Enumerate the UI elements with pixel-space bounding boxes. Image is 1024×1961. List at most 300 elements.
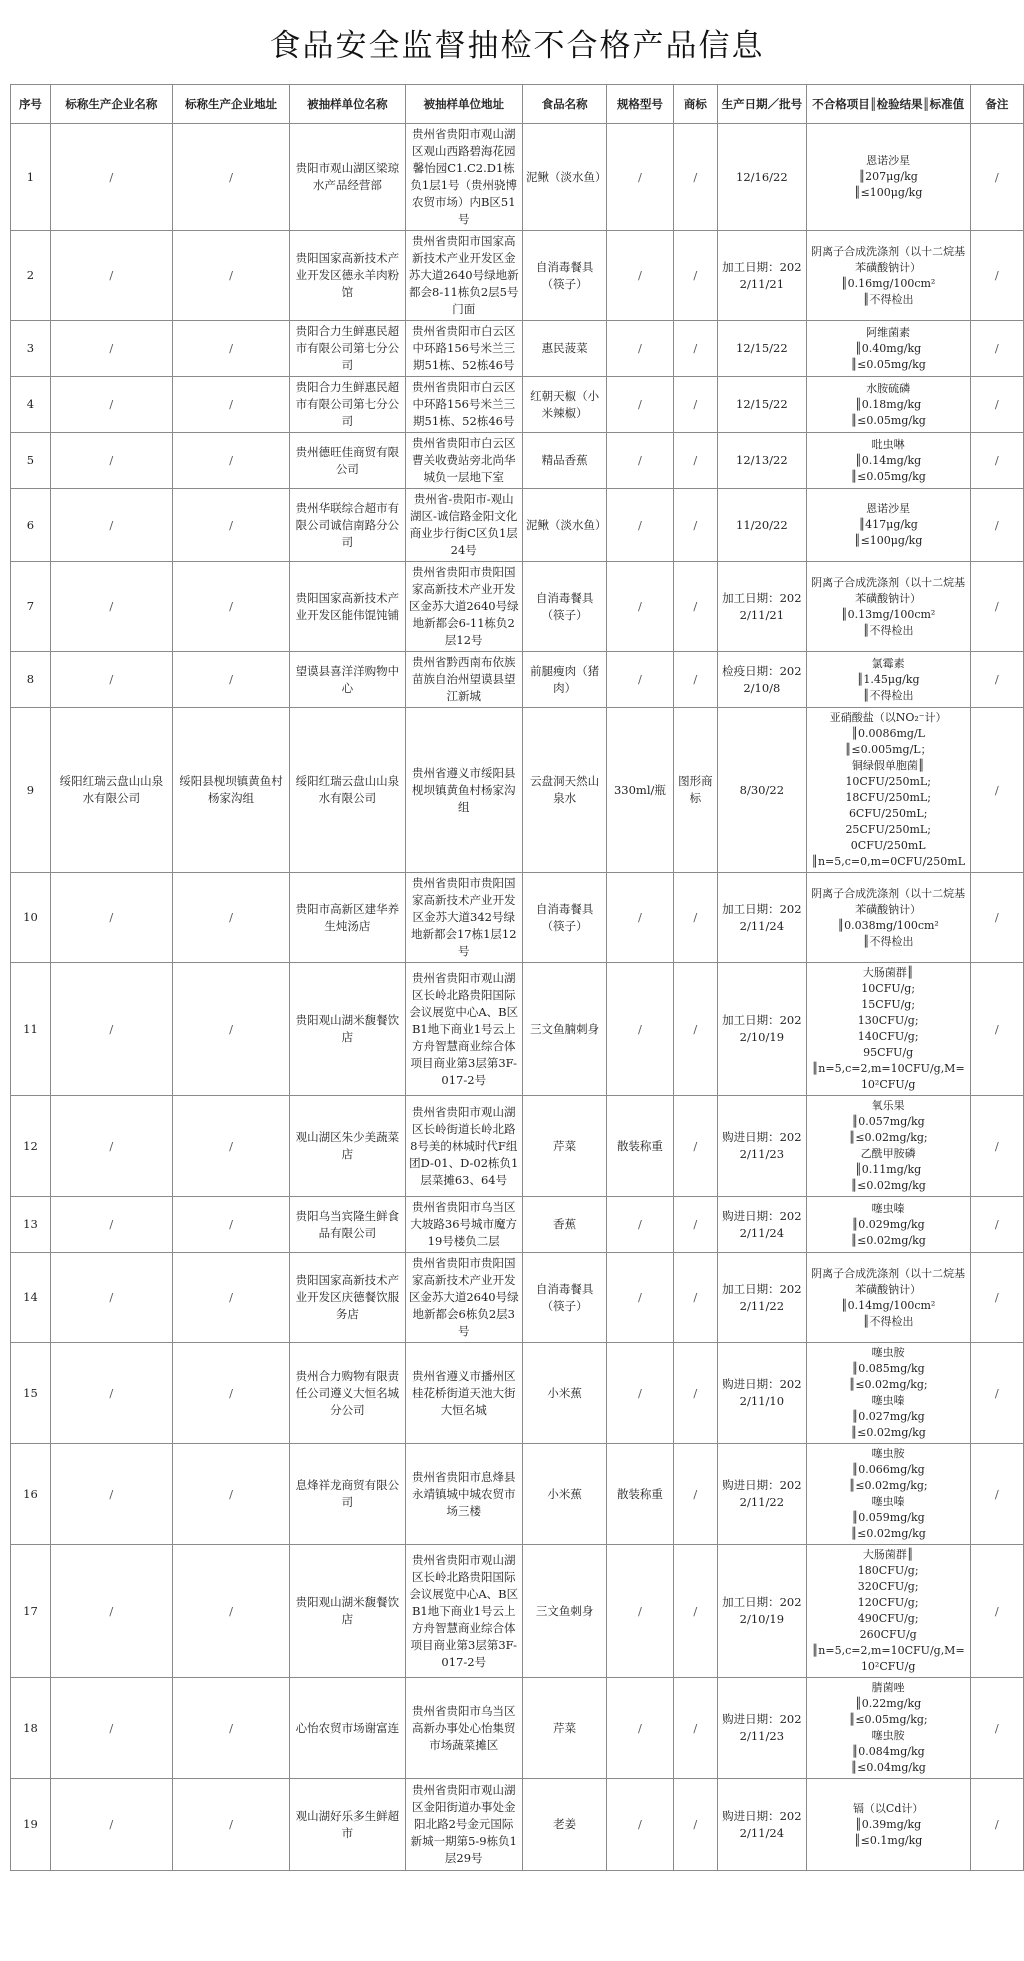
food-name: 芹菜 xyxy=(522,1096,606,1197)
sampled-unit-name: 绥阳红瑞云盘山山泉水有限公司 xyxy=(290,708,405,873)
production-date: 检疫日期：2022/10/8 xyxy=(718,652,807,708)
production-date: 加工日期：2022/11/21 xyxy=(718,562,807,652)
brand: 图形商标 xyxy=(673,708,717,873)
result-line: ║0.40mg/kg xyxy=(855,341,922,355)
production-date: 购进日期：2022/11/23 xyxy=(718,1096,807,1197)
result-line: 大肠菌群║ xyxy=(862,1548,914,1561)
test-result xyxy=(806,1197,970,1253)
production-date: 11/20/22 xyxy=(718,489,807,562)
result-line: ║0.038mg/100cm² xyxy=(837,918,939,932)
table-row xyxy=(11,1197,1024,1253)
result-line: ║≤0.02mg/kg xyxy=(850,1527,926,1540)
result-line: 180CFU/g; xyxy=(857,1564,919,1577)
row-number: 7 xyxy=(11,562,51,652)
brand: / xyxy=(673,433,717,489)
specification: / xyxy=(607,489,673,562)
sampled-unit-address: 贵州省贵阳市白云区曹关收费站旁北尚华城负一层地下室 xyxy=(405,433,522,489)
manufacturer-address: / xyxy=(172,433,289,489)
result-line: ║0.39mg/kg xyxy=(855,1817,922,1831)
result-line: ║不得检出 xyxy=(862,688,914,702)
manufacturer-address: / xyxy=(172,1678,289,1779)
result-line: 阴离子合成洗涤剂（以十二烷基苯磺酸钠计） xyxy=(811,575,966,605)
test-result xyxy=(806,1678,970,1779)
table-row xyxy=(11,433,1024,489)
result-line: ║0.14mg/kg xyxy=(855,453,922,467)
production-date: 购进日期：2022/11/24 xyxy=(718,1779,807,1871)
brand: / xyxy=(673,1779,717,1871)
sampled-unit-name: 贵州合力购物有限责任公司遵义大恒名城分公司 xyxy=(290,1343,405,1444)
brand: / xyxy=(673,1545,717,1678)
result-line: 亚硝酸盐（以NO₂⁻计） xyxy=(829,711,947,724)
manufacturer-address: / xyxy=(172,873,289,963)
result-line: 阴离子合成洗涤剂（以十二烷基苯磺酸钠计） xyxy=(811,886,966,916)
manufacturer-name: / xyxy=(50,433,172,489)
result-line: ║0.029mg/kg xyxy=(851,1217,925,1231)
production-date: 加工日期：2022/11/21 xyxy=(718,231,807,321)
result-line: ║≤100μg/kg xyxy=(853,186,923,199)
result-line: 140CFU/g; xyxy=(857,1030,919,1043)
manufacturer-name: / xyxy=(50,1343,172,1444)
test-result xyxy=(806,321,970,377)
result-line: ║≤0.02mg/kg xyxy=(850,1179,926,1192)
sampled-unit-name: 望谟县喜洋洋购物中心 xyxy=(290,652,405,708)
sampled-unit-address: 贵州省贵阳市贵阳国家高新技术产业开发区金苏大道342号绿地新都会17栋1层12号 xyxy=(405,873,522,963)
remarks: / xyxy=(970,124,1023,231)
production-date: 加工日期：2022/11/22 xyxy=(718,1253,807,1343)
column-header: 标称生产企业地址 xyxy=(172,85,289,124)
sampled-unit-name: 贵阳国家高新技术产业开发区能伟馄饨铺 xyxy=(290,562,405,652)
result-line: ║0.18mg/kg xyxy=(855,397,922,411)
specification: 散装称重 xyxy=(607,1444,673,1545)
manufacturer-name: / xyxy=(50,652,172,708)
result-line: 15CFU/g; xyxy=(861,998,916,1011)
result-line: ║0.085mg/kg xyxy=(851,1362,925,1375)
sampled-unit-name: 贵阳国家高新技术产业开发区德永羊肉粉馆 xyxy=(290,231,405,321)
result-line: ║≤0.02mg/kg; xyxy=(848,1378,928,1391)
food-name: 自消毒餐具（筷子） xyxy=(522,1253,606,1343)
column-header: 被抽样单位地址 xyxy=(405,85,522,124)
specification: / xyxy=(607,562,673,652)
result-line: ║0.16mg/100cm² xyxy=(841,276,936,290)
specification: / xyxy=(607,1545,673,1678)
brand: / xyxy=(673,489,717,562)
table-row xyxy=(11,1253,1024,1343)
row-number: 18 xyxy=(11,1678,51,1779)
manufacturer-name: / xyxy=(50,377,172,433)
row-number: 5 xyxy=(11,433,51,489)
sampled-unit-address: 贵州省贵阳市乌当区大坡路36号城市魔方19号楼负二层 xyxy=(405,1197,522,1253)
specification: / xyxy=(607,1779,673,1871)
food-name: 芹菜 xyxy=(522,1678,606,1779)
test-result xyxy=(806,708,970,873)
result-line: 乙酰甲胺磷 xyxy=(860,1147,916,1160)
sampled-unit-address: 贵州省贵阳市息烽县永靖镇城中城农贸市场三楼 xyxy=(405,1444,522,1545)
result-line: 95CFU/g xyxy=(863,1046,914,1059)
result-line: 恩诺沙星 xyxy=(866,502,911,515)
row-number: 10 xyxy=(11,873,51,963)
food-name: 云盘洞天然山泉水 xyxy=(522,708,606,873)
table-row xyxy=(11,652,1024,708)
remarks: / xyxy=(970,1343,1023,1444)
result-line: ║0.059mg/kg xyxy=(851,1511,925,1524)
sampled-unit-address: 贵州省贵阳市白云区中环路156号米兰三期51栋、52栋46号 xyxy=(405,377,522,433)
food-name: 自消毒餐具（筷子） xyxy=(522,873,606,963)
remarks: / xyxy=(970,489,1023,562)
result-line: 噻虫嗪 xyxy=(871,1495,905,1508)
test-result xyxy=(806,1545,970,1678)
remarks: / xyxy=(970,652,1023,708)
sampled-unit-address: 贵州省遵义市播州区桂花桥街道天池大街大恒名城 xyxy=(405,1343,522,1444)
production-date: 加工日期：2022/10/19 xyxy=(718,963,807,1096)
production-date: 购进日期：2022/11/10 xyxy=(718,1343,807,1444)
result-line: 氯霉素 xyxy=(871,656,905,670)
manufacturer-name: / xyxy=(50,1197,172,1253)
manufacturer-name: / xyxy=(50,489,172,562)
food-name: 惠民菠菜 xyxy=(522,321,606,377)
food-name: 三文鱼刺身 xyxy=(522,1545,606,1678)
column-header: 标称生产企业名称 xyxy=(50,85,172,124)
table-body xyxy=(11,124,1024,1871)
manufacturer-name: / xyxy=(50,562,172,652)
result-line: ║≤0.05mg/kg xyxy=(850,357,926,371)
result-line: 腈菌唑 xyxy=(871,1681,905,1694)
result-line: ║0.0086mg/L xyxy=(851,727,925,740)
test-result xyxy=(806,1253,970,1343)
result-line: ║≤0.05mg/kg xyxy=(850,469,926,483)
manufacturer-address: / xyxy=(172,652,289,708)
manufacturer-name: 绥阳红瑞云盘山山泉水有限公司 xyxy=(50,708,172,873)
specification: 330ml/瓶 xyxy=(607,708,673,873)
remarks: / xyxy=(970,963,1023,1096)
test-result xyxy=(806,231,970,321)
result-line: ║0.027mg/kg xyxy=(851,1410,925,1423)
sampled-unit-name: 息烽祥龙商贸有限公司 xyxy=(290,1444,405,1545)
sampled-unit-address: 贵州省贵阳市国家高新技术产业开发区金苏大道2640号绿地新都会8-11栋负2层5号门面 xyxy=(405,231,522,321)
manufacturer-address: / xyxy=(172,1197,289,1253)
remarks: / xyxy=(970,1678,1023,1779)
column-header: 生产日期／批号 xyxy=(718,85,807,124)
sampled-unit-address: 贵州省贵阳市白云区中环路156号米兰三期51栋、52栋46号 xyxy=(405,321,522,377)
sampled-unit-name: 贵阳市观山湖区梁琼水产品经营部 xyxy=(290,124,405,231)
specification: 散装称重 xyxy=(607,1096,673,1197)
manufacturer-name: / xyxy=(50,873,172,963)
result-line: ║0.14mg/100cm² xyxy=(841,1298,936,1312)
sampled-unit-name: 贵州华联综合超市有限公司诚信南路分公司 xyxy=(290,489,405,562)
result-line: 氧乐果 xyxy=(871,1099,905,1112)
specification: / xyxy=(607,963,673,1096)
remarks: / xyxy=(970,562,1023,652)
manufacturer-name: / xyxy=(50,963,172,1096)
table-row xyxy=(11,377,1024,433)
remarks: / xyxy=(970,1197,1023,1253)
brand: / xyxy=(673,873,717,963)
remarks: / xyxy=(970,1253,1023,1343)
result-line: ║417μg/kg xyxy=(858,518,918,531)
brand: / xyxy=(673,963,717,1096)
sampled-unit-name: 贵阳观山湖米馥餐饮店 xyxy=(290,1545,405,1678)
food-name: 三文鱼腩刺身 xyxy=(522,963,606,1096)
column-header: 被抽样单位名称 xyxy=(290,85,405,124)
sampled-unit-address: 贵州省贵阳市观山湖区长岭街道长岭北路8号美的林城时代F组团D-01、D-02栋负1层菜摊63、64号 xyxy=(405,1096,522,1197)
manufacturer-name: / xyxy=(50,1678,172,1779)
result-line: 10CFU/g; xyxy=(861,982,916,995)
sampled-unit-name: 贵阳市高新区建华养生炖汤店 xyxy=(290,873,405,963)
row-number: 9 xyxy=(11,708,51,873)
test-result xyxy=(806,1779,970,1871)
row-number: 2 xyxy=(11,231,51,321)
brand: / xyxy=(673,1197,717,1253)
result-line: 120CFU/g; xyxy=(857,1596,919,1609)
food-name: 小米蕉 xyxy=(522,1444,606,1545)
result-line: ║n=5,c=0,m=0CFU/250mL xyxy=(811,855,966,868)
remarks: / xyxy=(970,231,1023,321)
result-line: ║不得检出 xyxy=(862,1314,914,1328)
row-number: 14 xyxy=(11,1253,51,1343)
production-date: 加工日期：2022/11/24 xyxy=(718,873,807,963)
row-number: 13 xyxy=(11,1197,51,1253)
sampled-unit-name: 观山湖好乐多生鲜超市 xyxy=(290,1779,405,1871)
sampled-unit-name: 贵阳合力生鲜惠民超市有限公司第七分公司 xyxy=(290,321,405,377)
result-line: ║≤0.02mg/kg; xyxy=(848,1479,928,1492)
brand: / xyxy=(673,231,717,321)
result-line: 阴离子合成洗涤剂（以十二烷基苯磺酸钠计） xyxy=(811,1266,966,1296)
test-result xyxy=(806,562,970,652)
manufacturer-address: 绥阳县枧坝镇黄鱼村杨家沟组 xyxy=(172,708,289,873)
remarks: / xyxy=(970,1779,1023,1871)
row-number: 17 xyxy=(11,1545,51,1678)
specification: / xyxy=(607,1253,673,1343)
table-row xyxy=(11,1096,1024,1197)
specification: / xyxy=(607,321,673,377)
result-line: 10CFU/250mL; xyxy=(845,775,931,788)
result-line: ║≤0.05mg/kg; xyxy=(848,1713,928,1726)
specification: / xyxy=(607,1197,673,1253)
result-line: 噻虫胺 xyxy=(871,1447,905,1460)
production-date: 加工日期：2022/10/19 xyxy=(718,1545,807,1678)
brand: / xyxy=(673,124,717,231)
production-date: 购进日期：2022/11/23 xyxy=(718,1678,807,1779)
table-row xyxy=(11,489,1024,562)
row-number: 3 xyxy=(11,321,51,377)
specification: / xyxy=(607,1343,673,1444)
production-date: 12/13/22 xyxy=(718,433,807,489)
result-line: 噻虫胺 xyxy=(871,1346,905,1359)
result-line: ║≤0.02mg/kg; xyxy=(848,1131,928,1144)
remarks: / xyxy=(970,377,1023,433)
specification: / xyxy=(607,433,673,489)
result-line: 130CFU/g; xyxy=(857,1014,919,1027)
manufacturer-address: / xyxy=(172,1343,289,1444)
table-row xyxy=(11,1779,1024,1871)
result-line: 恩诺沙星 xyxy=(866,154,911,167)
result-line: ║≤0.05mg/kg xyxy=(850,413,926,427)
food-name: 老姜 xyxy=(522,1779,606,1871)
manufacturer-name: / xyxy=(50,124,172,231)
specification: / xyxy=(607,231,673,321)
manufacturer-address: / xyxy=(172,963,289,1096)
result-line: 25CFU/250mL; xyxy=(845,823,931,836)
row-number: 16 xyxy=(11,1444,51,1545)
manufacturer-name: / xyxy=(50,321,172,377)
remarks: / xyxy=(970,1545,1023,1678)
table-row xyxy=(11,963,1024,1096)
sampled-unit-address: 贵州省贵阳市贵阳国家高新技术产业开发区金苏大道2640号绿地新都会6栋负2层3号 xyxy=(405,1253,522,1343)
result-line: 6CFU/250mL; xyxy=(848,807,928,820)
column-header: 序号 xyxy=(11,85,51,124)
brand: / xyxy=(673,1096,717,1197)
result-line: ║0.057mg/kg xyxy=(851,1115,925,1128)
sampled-unit-address: 贵州省黔西南布依族苗族自治州望谟县望江新城 xyxy=(405,652,522,708)
sampled-unit-name: 贵阳国家高新技术产业开发区庆德餐饮服务店 xyxy=(290,1253,405,1343)
sampled-unit-address: 贵州省贵阳市观山湖区观山西路碧海花园馨怡园C1.C2.D1栋负1层1号（贵州骁博农贸市场）内B区51号 xyxy=(405,124,522,231)
column-header: 备注 xyxy=(970,85,1023,124)
row-number: 15 xyxy=(11,1343,51,1444)
page-title: 食品安全监督抽检不合格产品信息 xyxy=(269,27,765,64)
specification: / xyxy=(607,377,673,433)
specification: / xyxy=(607,873,673,963)
result-line: ║1.45μg/kg xyxy=(856,672,920,686)
table-row xyxy=(11,1678,1024,1779)
result-line: 噻虫嗪 xyxy=(871,1201,905,1215)
food-name: 泥鳅（淡水鱼） xyxy=(522,124,606,231)
brand: / xyxy=(673,1253,717,1343)
result-line: 噻虫嗪 xyxy=(871,1394,905,1407)
table-row xyxy=(11,1343,1024,1444)
sampled-unit-address: 贵州省贵阳市观山湖区长岭北路贵阳国际会议展览中心A、B区B1地下商业1号云上方舟智慧商业综合体项目商业第3层第3F-017-2号 xyxy=(405,963,522,1096)
manufacturer-address: / xyxy=(172,1545,289,1678)
result-line: ║≤0.1mg/kg xyxy=(854,1833,923,1847)
result-line: 噻虫胺 xyxy=(871,1729,905,1742)
food-name: 自消毒餐具（筷子） xyxy=(522,562,606,652)
result-line: 水胺硫磷 xyxy=(866,381,911,395)
remarks: / xyxy=(970,433,1023,489)
test-result xyxy=(806,1343,970,1444)
manufacturer-address: / xyxy=(172,562,289,652)
row-number: 11 xyxy=(11,963,51,1096)
result-line: 490CFU/g; xyxy=(857,1612,919,1625)
result-line: 320CFU/g; xyxy=(857,1580,919,1593)
specification: / xyxy=(607,124,673,231)
sampled-unit-name: 贵阳乌当宾隆生鲜食品有限公司 xyxy=(290,1197,405,1253)
result-line: ║n=5,c=2,m=10CFU/g,M=10²CFU/g xyxy=(811,1644,965,1673)
result-line: ║0.11mg/kg xyxy=(855,1163,922,1176)
row-number: 6 xyxy=(11,489,51,562)
manufacturer-name: / xyxy=(50,1253,172,1343)
column-header: 商标 xyxy=(673,85,717,124)
result-line: 大肠菌群║ xyxy=(862,966,914,979)
specification: / xyxy=(607,652,673,708)
food-name: 泥鳅（淡水鱼） xyxy=(522,489,606,562)
test-result xyxy=(806,433,970,489)
row-number: 19 xyxy=(11,1779,51,1871)
header-row xyxy=(11,85,1024,124)
brand: / xyxy=(673,1444,717,1545)
sampled-unit-name: 观山湖区朱少美蔬菜店 xyxy=(290,1096,405,1197)
result-line: 铜绿假单胞菌║ xyxy=(851,759,925,772)
sampled-unit-address: 贵州省贵阳市观山湖区金阳街道办事处金阳北路2号金元国际新城一期第5-9栋负1层29号 xyxy=(405,1779,522,1871)
result-line: ║≤0.04mg/kg xyxy=(850,1761,926,1774)
brand: / xyxy=(673,321,717,377)
manufacturer-name: / xyxy=(50,1096,172,1197)
production-date: 12/15/22 xyxy=(718,377,807,433)
document-sheet xyxy=(10,0,1024,1871)
production-date: 8/30/22 xyxy=(718,708,807,873)
table-row xyxy=(11,873,1024,963)
sampled-unit-name: 贵州德旺佳商贸有限公司 xyxy=(290,433,405,489)
remarks: / xyxy=(970,321,1023,377)
result-line: 吡虫啉 xyxy=(871,437,905,451)
remarks: / xyxy=(970,708,1023,873)
result-line: ║不得检出 xyxy=(862,934,914,948)
sampled-unit-address: 贵州省贵阳市贵阳国家高新技术产业开发区金苏大道2640号绿地新都会6-11栋负2层12号 xyxy=(405,562,522,652)
column-header: 不合格项目║检验结果║标准值 xyxy=(806,85,970,124)
production-date: 12/16/22 xyxy=(718,124,807,231)
column-header: 规格型号 xyxy=(607,85,673,124)
result-line: ║0.084mg/kg xyxy=(851,1745,925,1758)
sampled-unit-name: 心怡农贸市场谢富连 xyxy=(290,1678,405,1779)
food-name: 小米蕉 xyxy=(522,1343,606,1444)
result-line: ║不得检出 xyxy=(862,292,914,306)
manufacturer-address: / xyxy=(172,1253,289,1343)
manufacturer-name: / xyxy=(50,1444,172,1545)
row-number: 1 xyxy=(11,124,51,231)
food-name: 自消毒餐具（筷子） xyxy=(522,231,606,321)
result-line: ║0.13mg/100cm² xyxy=(841,607,936,621)
column-header: 食品名称 xyxy=(522,85,606,124)
test-result xyxy=(806,652,970,708)
result-line: ║≤0.005mg/L； xyxy=(844,743,932,756)
manufacturer-address: / xyxy=(172,377,289,433)
row-number: 4 xyxy=(11,377,51,433)
sampled-unit-address: 贵州省贵阳市观山湖区长岭北路贵阳国际会议展览中心A、B区B1地下商业1号云上方舟智慧商业综合体项目商业第3层第3F-017-2号 xyxy=(405,1545,522,1678)
manufacturer-address: / xyxy=(172,1444,289,1545)
brand: / xyxy=(673,562,717,652)
sampled-unit-name: 贵阳合力生鲜惠民超市有限公司第七分公司 xyxy=(290,377,405,433)
remarks: / xyxy=(970,873,1023,963)
result-line: ║不得检出 xyxy=(862,623,914,637)
table-row xyxy=(11,1545,1024,1678)
result-line: ║≤0.02mg/kg xyxy=(850,1426,926,1439)
brand: / xyxy=(673,1343,717,1444)
brand: / xyxy=(673,377,717,433)
manufacturer-address: / xyxy=(172,124,289,231)
test-result xyxy=(806,377,970,433)
table-row xyxy=(11,321,1024,377)
brand: / xyxy=(673,652,717,708)
test-result xyxy=(806,1444,970,1545)
table-row xyxy=(11,562,1024,652)
test-result xyxy=(806,1096,970,1197)
results-table xyxy=(10,84,1024,1871)
specification: / xyxy=(607,1678,673,1779)
manufacturer-name: / xyxy=(50,1779,172,1871)
result-line: 阴离子合成洗涤剂（以十二烷基苯磺酸钠计） xyxy=(811,244,966,274)
remarks: / xyxy=(970,1096,1023,1197)
manufacturer-address: / xyxy=(172,1096,289,1197)
manufacturer-name: / xyxy=(50,1545,172,1678)
manufacturer-address: / xyxy=(172,1779,289,1871)
table-row xyxy=(11,708,1024,873)
manufacturer-address: / xyxy=(172,231,289,321)
production-date: 购进日期：2022/11/24 xyxy=(718,1197,807,1253)
table-row xyxy=(11,231,1024,321)
sampled-unit-name: 贵阳观山湖米馥餐饮店 xyxy=(290,963,405,1096)
row-number: 12 xyxy=(11,1096,51,1197)
result-line: 18CFU/250mL; xyxy=(845,791,931,804)
production-date: 12/15/22 xyxy=(718,321,807,377)
result-line: ║207μg/kg xyxy=(858,170,918,183)
sampled-unit-address: 贵州省贵阳市乌当区高新办事处心怡集贸市场蔬菜摊区 xyxy=(405,1678,522,1779)
